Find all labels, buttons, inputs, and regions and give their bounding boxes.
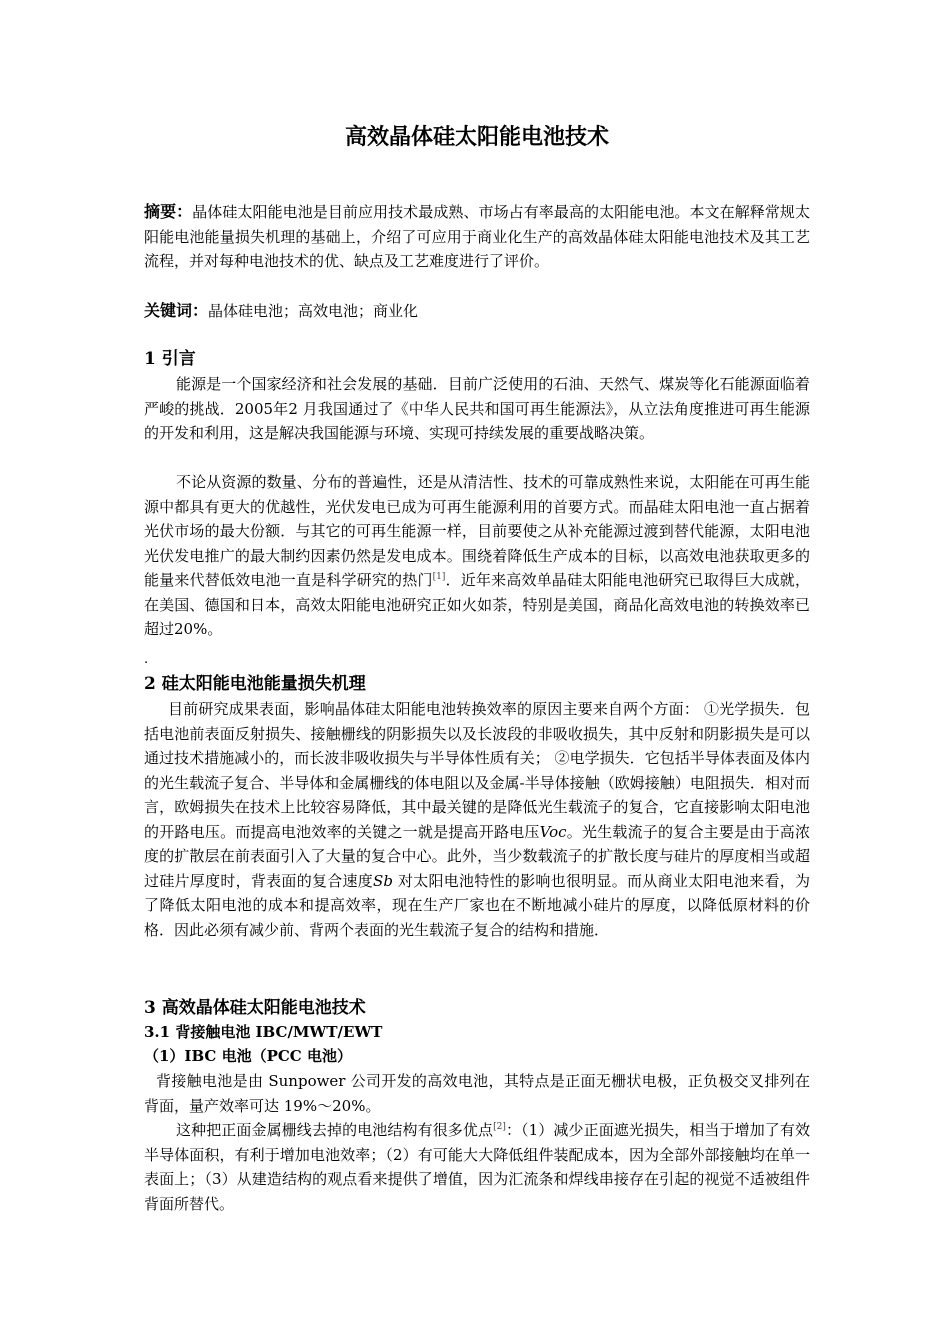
voc-symbol: Voc bbox=[539, 822, 567, 841]
abstract-paragraph bbox=[144, 200, 810, 274]
section-1-heading: 1 引言 bbox=[144, 349, 196, 369]
section-1-paragraph-2-text-a: 不论从资源的数量、分布的普遍性，还是从清洁性、技术的可靠成熟性来说，太阳能在可再生能源中都具有更大的优越性，光伏发电已成为可再生能源利用的首要方式。而晶硅太阳电池一直占据着光伏市场的最大份额．与其它的可再生能源一样，目前要使之从补充能源过渡到替代能源，太阳电池光伏发电推广的最大制约因素仍然是发电成本。围绕着降低生产成本的目标，以高效电池获取更多的能量来代替低效电池一直是科学研究的热门 bbox=[144, 473, 810, 589]
citation-ref-1: [1] bbox=[432, 572, 446, 582]
section-2-text-b: 。光生载流子的复合主要是由于高浓度的扩散层在前表面引入了大量的复合中心。此外，当少数载流子的扩散长度与硅片的厚度相当或超过硅片厚度时，背表面的复合速度 bbox=[144, 822, 810, 890]
section-2-text-c: 对太阳电池特性的影响也很明显。而从商业太阳电池来看，为了降低太阳电池的成本和提高效率，现在生产厂家也在不断地减小硅片的厚度，以降低原材料的价格．因此必须有减少前、背两个表面的光生载流子复合的结构和措施． bbox=[144, 871, 810, 939]
section-3-paragraph-1: 背接触电池是由 Sunpower 公司开发的高效电池，其特点是正面无栅状电极，正负极交叉排列在背面，量产效率可达 19%～20%。 bbox=[144, 1072, 810, 1115]
section-1-paragraph-2 bbox=[144, 470, 810, 642]
section-2-heading: 2 硅太阳能电池能量损失机理 bbox=[144, 674, 366, 694]
sb-symbol: Sb bbox=[373, 871, 393, 890]
section-1-paragraph-2-text-b: ．近年来高效单晶硅太阳能电池研究已取得巨大成就，在美国、德国和日本，高效太阳能电池研究正如火如荼，特别是美国，商品化高效电池的转换效率已超过20%。 bbox=[144, 571, 810, 638]
document-title: 高效晶体硅太阳能电池技术 bbox=[344, 124, 609, 150]
stray-dot: . bbox=[144, 652, 149, 667]
keywords-text: 晶体硅电池；高效电池；商业化 bbox=[208, 302, 419, 320]
section-3-paragraph-2-text-b: ：（1）减少正面遮光损失，相当于增加了有效半导体面积，有利于增加电池效率；（2）有可能大大降低组件装配成本，因为全部外部接触均在单一表面上；（3）从建造结构的观点看来提供了增值，因为汇流条和焊线串接存在引起的视觉不适被组件背面所替代。 bbox=[144, 1121, 810, 1213]
ibc-subheading: （1）IBC 电池（PCC 电池） bbox=[144, 1047, 352, 1065]
section-3-1-heading: 3.1 背接触电池 IBC/MWT/EWT bbox=[144, 1023, 383, 1041]
section-2-text-a: 目前研究成果表面，影响晶体硅太阳能电池转换效率的原因主要来自两个方面： ①光学损失．包括电池前表面反射损失、接触栅线的阴影损失以及长波段的非吸收损失，其中反射和阴影损失是可以通过技术措施减小的，而长波非吸收损失与半导体性质有关； ②电学损失．它包括半导体表面及体内的光生载流子复合、半导体和金属栅线的体电阻以及金属-半导体接触（欧姆接触）电阻损失．相对而言，欧姆损失在技术上比较容易降低，其中最关键的是降低光生载流子的复合，它直接影响太阳电池的开路电压。而提高电池效率的关键之一就是提高开路电压 bbox=[144, 700, 810, 841]
section-3-paragraph-2-text-a: 这种把正面金属栅线去掉的电池结构有很多优点 bbox=[176, 1121, 494, 1139]
keywords-label: 关键词： bbox=[144, 301, 209, 320]
abstract-text: 晶体硅太阳能电池是目前应用技术最成熟、市场占有率最高的太阳能电池。本文在解释常规太阳能电池能量损失机理的基础上，介绍了可应用于商业化生产的高效晶体硅太阳能电池技术及其工艺流程，并对每种电池技术的优、缺点及工艺难度进行了评价。 bbox=[144, 203, 810, 270]
keywords-paragraph bbox=[144, 299, 810, 324]
citation-ref-2: [2] bbox=[493, 1122, 506, 1132]
abstract-label: 摘要： bbox=[144, 202, 193, 221]
section-2-paragraph bbox=[144, 697, 810, 942]
section-3-paragraph-2 bbox=[144, 1118, 810, 1216]
section-1-paragraph-1: 能源是一个国家经济和社会发展的基础．目前广泛使用的石油、天然气、煤炭等化石能源面临着严峻的挑战．2005年2 月我国通过了《中华人民共和国可再生能源法》，从立法角度推进可再生能源的开发和利用，这是解决我国能源与环境、实现可持续发展的重要战略决策。 bbox=[144, 375, 810, 442]
section-3-heading: 3 高效晶体硅太阳能电池技术 bbox=[144, 998, 366, 1018]
